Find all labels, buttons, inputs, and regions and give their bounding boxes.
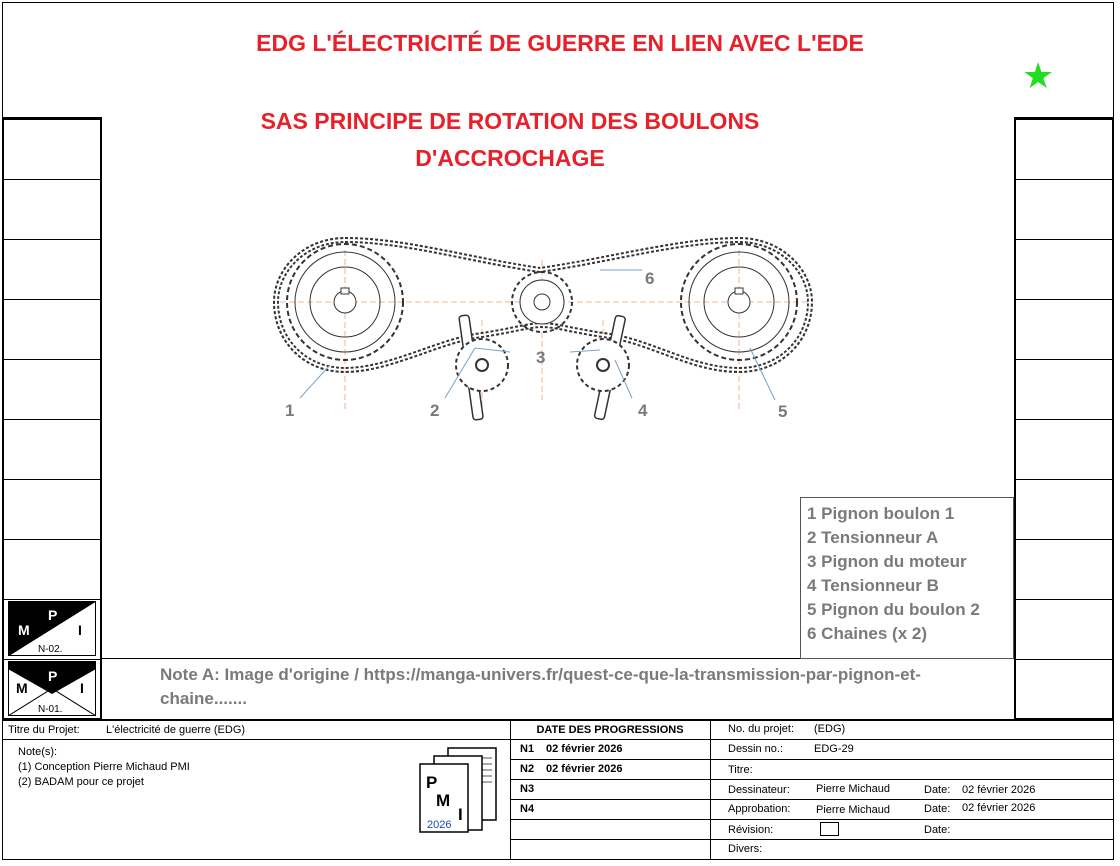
- margin-cell: [1016, 120, 1112, 180]
- project-title-value: L'électricité de guerre (EDG): [106, 724, 246, 736]
- callout-3: 3: [536, 348, 546, 367]
- badge-m: M: [16, 680, 28, 696]
- logo-i: I: [458, 805, 463, 824]
- logo-p: P: [426, 773, 438, 792]
- badge-p: P: [48, 607, 58, 623]
- project-title-label: Titre du Projet:: [8, 724, 80, 736]
- progress-label-n1: N1: [520, 743, 535, 755]
- mpi-badge-bottom: [8, 661, 96, 716]
- notes-line-1: (1) Conception Pierre Michaud PMI: [18, 761, 190, 773]
- project-no-label: No. du projet:: [728, 723, 795, 735]
- badge-i: I: [80, 680, 84, 696]
- badge-code: N-01.: [38, 704, 63, 715]
- progress-date-n1: 02 février 2026: [546, 743, 623, 755]
- notes-line-2: (2) BADAM pour ce projet: [18, 776, 144, 788]
- legend-item: 5 Pignon du boulon 2: [807, 600, 980, 619]
- subtitle-line-1: SAS PRINCIPE DE ROTATION DES BOULONS: [260, 108, 760, 134]
- margin-cell: [4, 420, 100, 480]
- legend-item: 3 Pignon du moteur: [807, 552, 967, 571]
- progress-label-n3: N3: [520, 783, 535, 795]
- approval-date-value: 02 février 2026: [962, 802, 1036, 814]
- approval-value: Pierre Michaud: [816, 804, 890, 816]
- note-line-2: chaine.......: [160, 689, 247, 708]
- drafter-value: Pierre Michaud: [816, 783, 890, 795]
- titleblock-row-line: [510, 779, 1114, 780]
- callout-2: 2: [430, 401, 440, 420]
- legend-box: [800, 497, 1014, 659]
- star-icon: ★: [1022, 55, 1055, 96]
- progress-label-n2: N2: [520, 763, 535, 775]
- approval-label: Approbation:: [728, 803, 791, 815]
- legend-item: 2 Tensionneur A: [807, 528, 939, 547]
- titre-label: Titre:: [728, 764, 753, 776]
- drawing-no-label: Dessin no.:: [728, 743, 784, 755]
- progress-label-n4: N4: [520, 803, 535, 815]
- right-margin-column: [1014, 118, 1114, 720]
- progress-header: DATE DES PROGRESSIONS: [536, 724, 684, 736]
- callout-5: 5: [778, 402, 788, 421]
- drafter-date-value: 02 février 2026: [962, 784, 1036, 796]
- legend-item: 6 Chaines (x 2): [807, 624, 927, 643]
- sprocket-motor: [512, 272, 572, 332]
- note-line-1: Note A: Image d'origine / https://manga-univers.fr/quest-ce-que-la-transmission-par-pignon-et-: [160, 665, 921, 684]
- pmi-logo-icon: [418, 746, 500, 839]
- badge-i: I: [78, 622, 82, 638]
- revision-label: Révision:: [728, 824, 774, 836]
- margin-cell: [1016, 600, 1112, 660]
- margin-cell: [4, 360, 100, 420]
- subtitle-line-2: D'ACCROCHAGE: [415, 145, 605, 171]
- legend-item: 1 Pignon boulon 1: [807, 504, 955, 523]
- margin-cell: [1016, 360, 1112, 420]
- callout-4: 4: [638, 401, 648, 420]
- titleblock-row-line: [510, 759, 1114, 760]
- approval-date-label: Date:: [924, 803, 951, 815]
- drawing-subtitle: [150, 103, 870, 177]
- callout-6: 6: [645, 269, 655, 288]
- margin-cell: [1016, 540, 1112, 600]
- mpi-badge-top: [8, 601, 96, 656]
- chain-sprocket-diagram: [270, 230, 820, 430]
- drafter-label: Dessinateur:: [728, 784, 790, 796]
- titleblock-row-line: [510, 819, 1114, 820]
- margin-cell: [4, 540, 100, 600]
- titleblock-row-line: [510, 839, 1114, 840]
- revision-checkbox[interactable]: [820, 822, 839, 836]
- logo-year: 2026: [427, 819, 452, 831]
- margin-cell: [1016, 480, 1112, 540]
- margin-cell: [1016, 420, 1112, 480]
- margin-cell: [4, 300, 100, 360]
- badge-p: P: [48, 668, 58, 684]
- titleblock-row-line: [510, 799, 1114, 800]
- margin-cell: [4, 120, 100, 180]
- titleblock-top-border: [2, 719, 1114, 721]
- margin-cell: [4, 180, 100, 240]
- drafter-date-label: Date:: [924, 784, 951, 796]
- margin-cell: [1016, 300, 1112, 360]
- titleblock-row-line: [510, 739, 1114, 740]
- notes-label: Note(s):: [18, 746, 58, 758]
- titleblock-row-line: [2, 739, 510, 740]
- progress-date-n2: 02 février 2026: [546, 763, 623, 775]
- logo-m: M: [436, 791, 451, 810]
- drawing-title: EDG L'ÉLECTRICITÉ DE GUERRE EN LIEN AVEC L'EDE: [256, 30, 864, 56]
- project-no-value: (EDG): [814, 723, 846, 735]
- callout-1: 1: [285, 401, 295, 420]
- margin-cell: [1016, 180, 1112, 240]
- margin-cell: [4, 240, 100, 300]
- source-note: [160, 663, 980, 711]
- revision-date-label: Date:: [924, 824, 951, 836]
- center-lines: [280, 250, 810, 420]
- margin-cell: [1016, 240, 1112, 300]
- misc-label: Divers:: [728, 843, 763, 855]
- badge-code: N-02.: [38, 644, 63, 655]
- legend-item: 4 Tensionneur B: [807, 576, 939, 595]
- drawing-no-value: EDG-29: [814, 743, 854, 755]
- margin-cell: [4, 480, 100, 540]
- badge-m: M: [18, 622, 30, 638]
